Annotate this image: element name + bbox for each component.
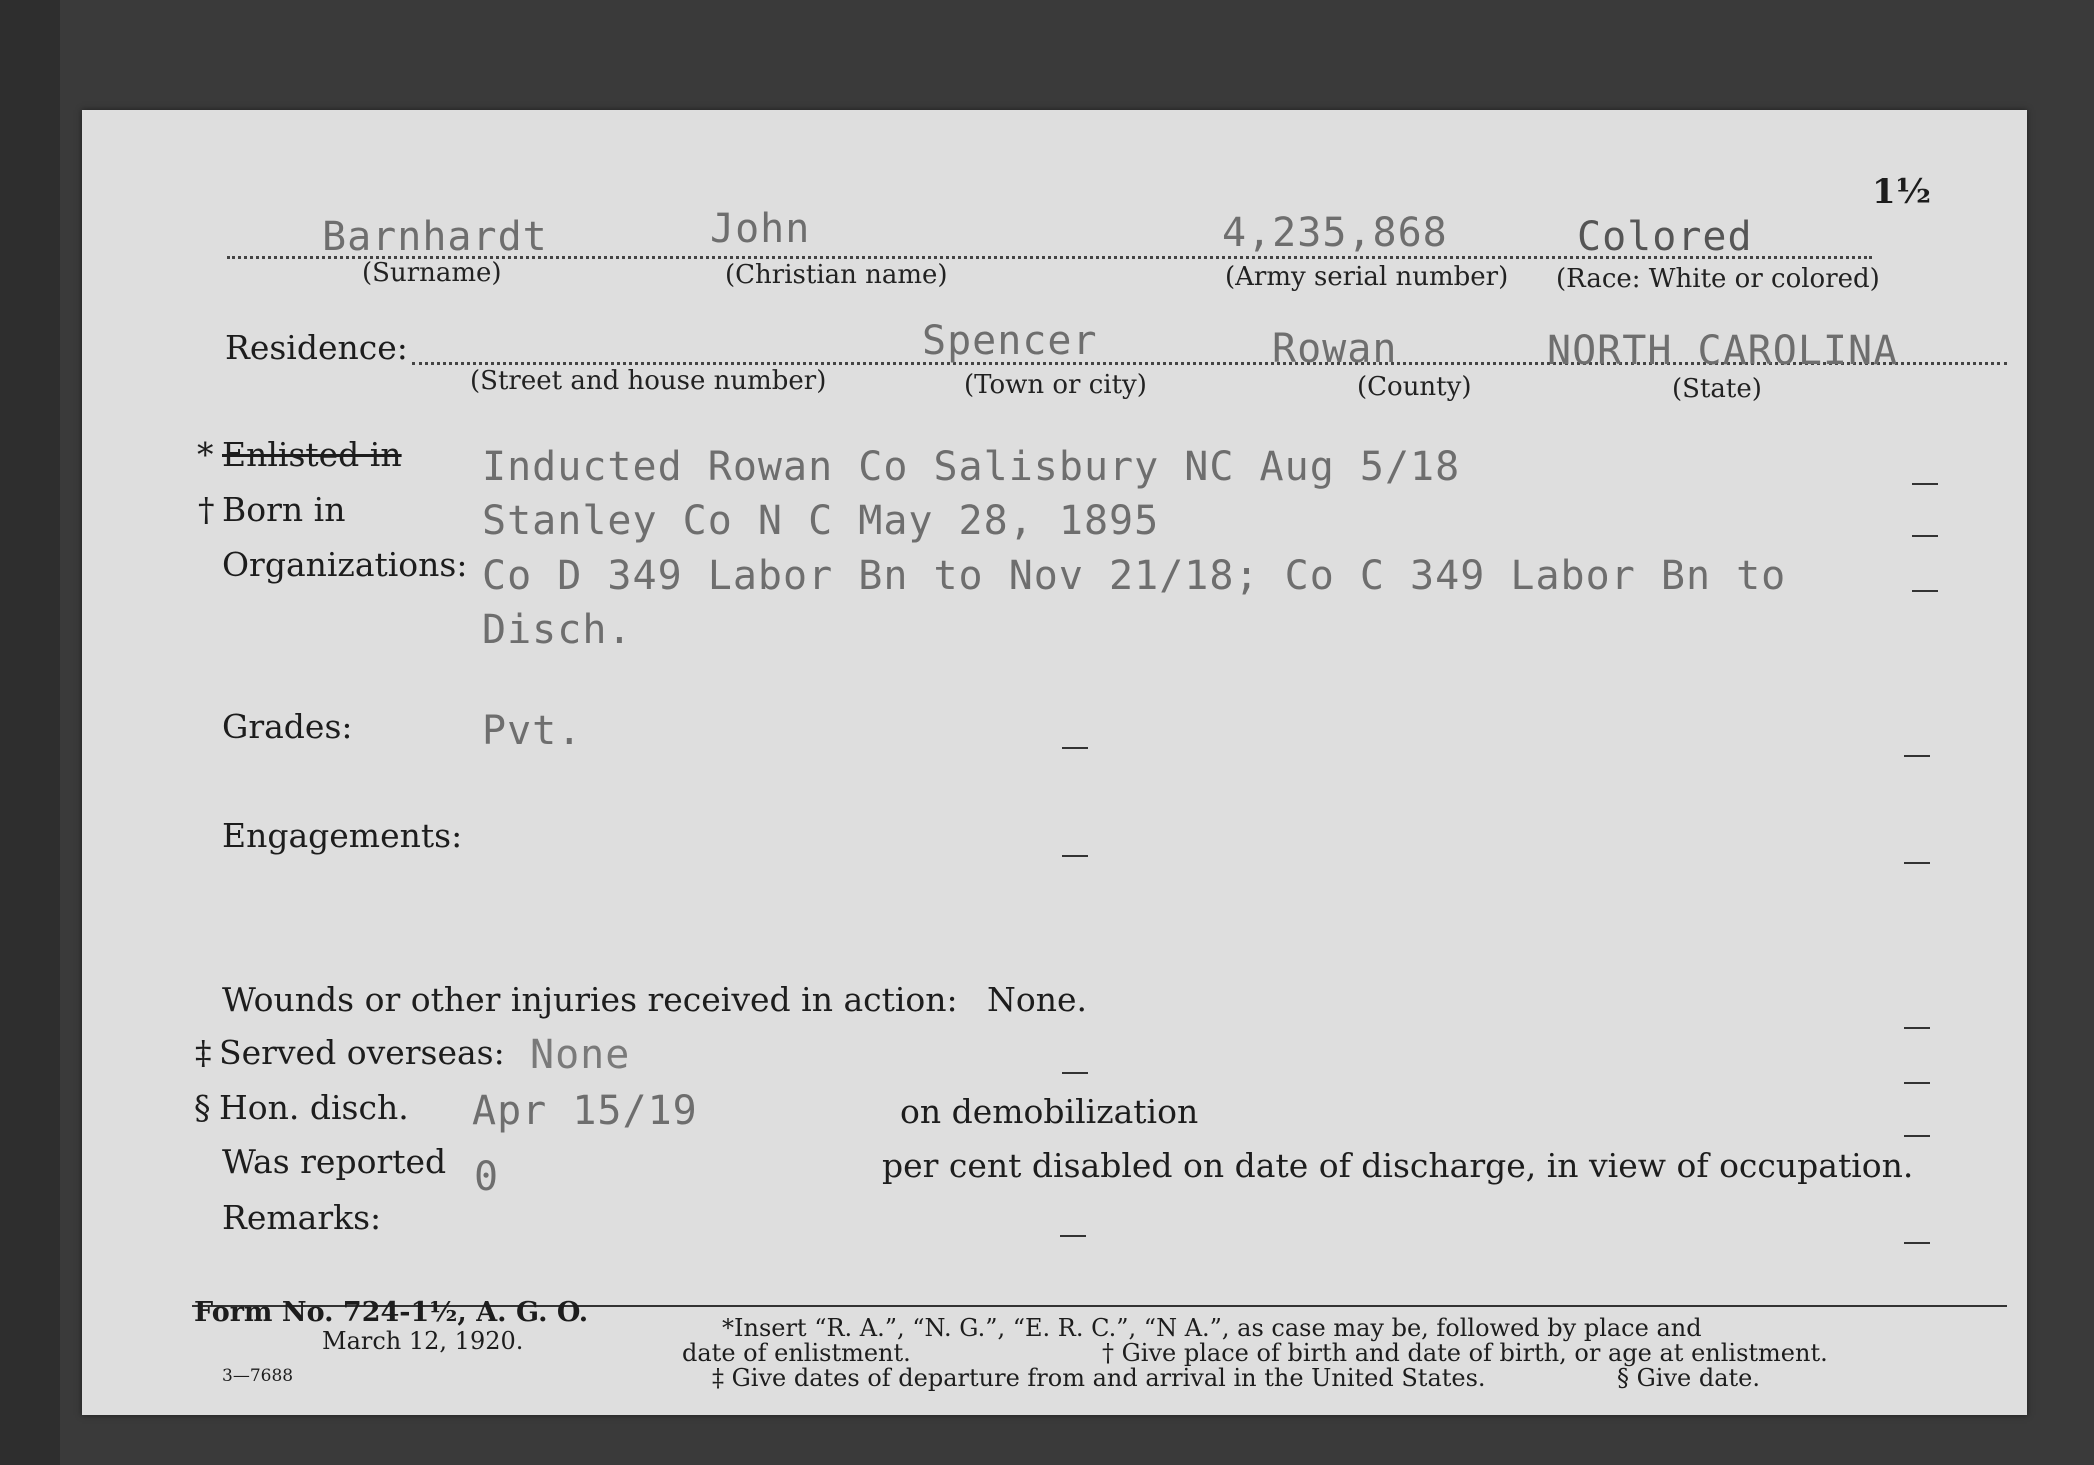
discharge-marker: § (194, 1088, 211, 1127)
footnote-insert: *Insert “R. A.”, “N. G.”, “E. R. C.”, “N A.”, as case may be, followed by place and (722, 1314, 1702, 1342)
organizations-label: Organizations: (222, 545, 468, 584)
residence-label: Residence: (225, 328, 408, 367)
line-end-dash (1904, 862, 1930, 864)
reported-note: per cent disabled on date of discharge, in view of occupation. (882, 1146, 1914, 1185)
mid-dash (1060, 1235, 1086, 1237)
line-end-dash (1904, 1135, 1930, 1137)
race-caption: (Race: White or colored) (1556, 264, 1880, 294)
line-end-dash (1912, 535, 1938, 537)
race-value: Colored (1577, 214, 1753, 260)
card-number: 1½ (1872, 172, 1932, 212)
footnote-overseas: ‡ Give dates of departure from and arrival in the United States. (712, 1364, 1486, 1392)
christian-name-caption: (Christian name) (725, 260, 948, 290)
background-edge (0, 0, 60, 1465)
line-end-dash (1904, 1242, 1930, 1244)
service-record-card (82, 110, 2027, 1415)
footnote-birth: † Give place of birth and date of birth, or age at enlistment. (1102, 1339, 1828, 1367)
serial-number-value: 4,235,868 (1222, 210, 1448, 256)
reported-value: 0 (474, 1154, 500, 1200)
grades-label: Grades: (222, 707, 353, 746)
state-caption: (State) (1672, 374, 1762, 404)
wounds-label: Wounds or other injuries received in action: (222, 980, 958, 1019)
born-marker: † (198, 490, 215, 529)
line-end-dash (1904, 1027, 1930, 1029)
discharge-label: Hon. disch. (219, 1088, 409, 1127)
town-value: Spencer (922, 318, 1098, 364)
organizations-line2: Disch. (482, 607, 633, 653)
enlisted-label: Enlisted in (222, 435, 402, 474)
street-caption: (Street and house number) (470, 366, 827, 396)
line-end-dash (1904, 755, 1930, 757)
discharge-note: on demobilization (900, 1092, 1199, 1131)
organizations-line1: Co D 349 Labor Bn to Nov 21/18; Co C 349 Labor Bn to (482, 553, 1787, 599)
wounds-value: None. (987, 980, 1088, 1019)
state-value: NORTH CAROLINA (1547, 328, 1899, 374)
mid-dash (1062, 1072, 1088, 1074)
engagements-label: Engagements: (222, 816, 463, 855)
county-value: Rowan (1272, 326, 1398, 372)
footnote-discharge: § Give date. (1617, 1364, 1761, 1392)
footnote-insert-cont: date of enlistment. (682, 1339, 911, 1367)
town-caption: (Town or city) (964, 370, 1147, 400)
serial-number-caption: (Army serial number) (1225, 262, 1509, 292)
form-date: March 12, 1920. (322, 1327, 524, 1355)
line-end-dash (1904, 1082, 1930, 1084)
county-caption: (County) (1357, 372, 1472, 402)
overseas-value: None (530, 1032, 631, 1078)
line-end-dash (1912, 483, 1938, 485)
reported-label: Was reported (222, 1142, 447, 1181)
print-code: 3—7688 (222, 1366, 294, 1386)
line-end-dash (1912, 590, 1938, 592)
born-value: Stanley Co N C May 28, 1895 (482, 498, 1160, 544)
form-number: Form No. 724-1½, A. G. O. (194, 1297, 589, 1328)
remarks-label: Remarks: (222, 1198, 382, 1237)
grades-value: Pvt. (482, 708, 583, 754)
overseas-marker: ‡ (195, 1033, 212, 1072)
christian-name-value: John (710, 206, 811, 252)
enlisted-value: Inducted Rowan Co Salisbury NC Aug 5/18 (482, 444, 1461, 490)
born-label: Born in (222, 490, 346, 529)
surname-caption: (Surname) (362, 258, 502, 288)
mid-dash (1062, 855, 1088, 857)
mid-dash (1062, 747, 1088, 749)
surname-value: Barnhardt (322, 214, 548, 260)
discharge-value: Apr 15/19 (472, 1088, 698, 1134)
enlisted-marker: * (197, 435, 214, 474)
overseas-label: Served overseas: (219, 1033, 505, 1072)
